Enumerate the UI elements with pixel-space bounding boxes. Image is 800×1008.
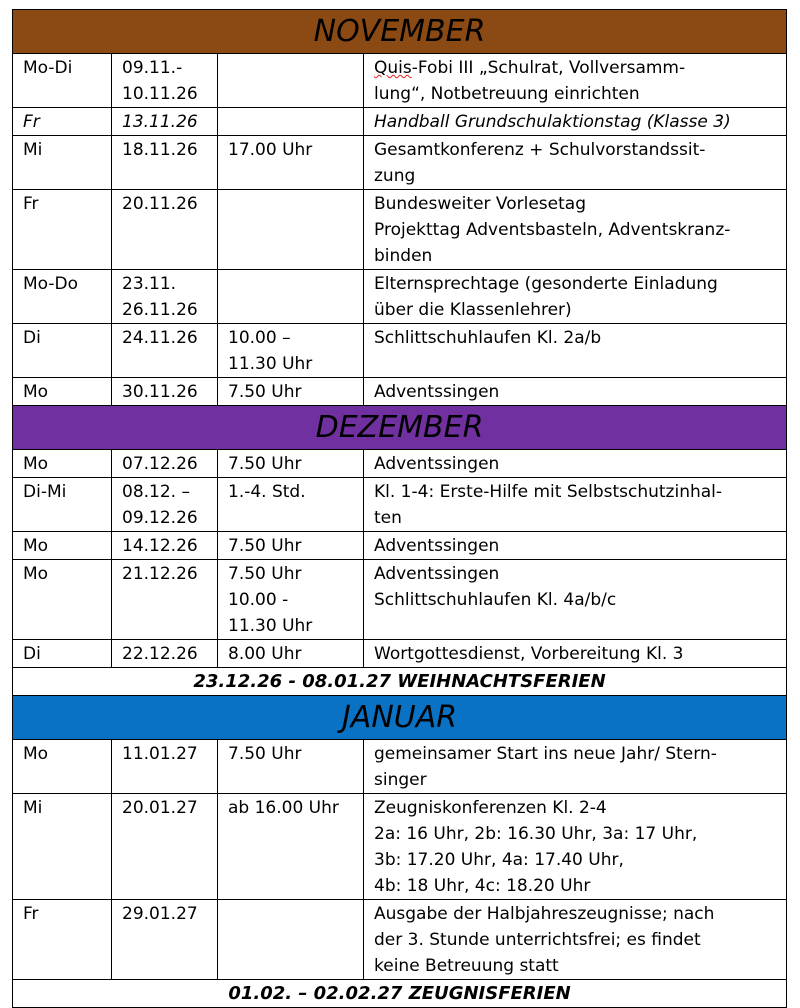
time-cell: [218, 900, 364, 980]
event-cell: Schlittschuhlaufen Kl. 2a/b: [364, 324, 787, 378]
calendar-table: [12, 9, 787, 1008]
holiday-row: [13, 980, 787, 1008]
table-row: [13, 190, 787, 270]
day-cell: Mi: [13, 794, 112, 900]
time-cell: 17.00 Uhr: [218, 136, 364, 190]
date-cell: 29.01.27: [112, 900, 218, 980]
date-cell: 20.11.26: [112, 190, 218, 270]
table-row: [13, 378, 787, 406]
month-header: DEZEMBER: [13, 406, 787, 450]
time-cell: ab 16.00 Uhr: [218, 794, 364, 900]
event-cell: Elternsprechtage (gesonderte Einladung über die Klassenlehrer): [364, 270, 787, 324]
table-row: [13, 560, 787, 640]
table-row: [13, 532, 787, 560]
date-cell: 09.11.- 10.11.26: [112, 54, 218, 108]
calendar-document: [12, 9, 786, 1008]
event-cell: Bundesweiter Vorlesetag Projekttag Adventsbasteln, Adventskranz- binden: [364, 190, 787, 270]
table-row: [13, 478, 787, 532]
table-row: [13, 740, 787, 794]
table-row: [13, 450, 787, 478]
time-cell: [218, 270, 364, 324]
day-cell: Fr: [13, 190, 112, 270]
date-cell: 22.12.26: [112, 640, 218, 668]
day-cell: Mo-Do: [13, 270, 112, 324]
day-cell: Mo-Di: [13, 54, 112, 108]
date-cell: 24.11.26: [112, 324, 218, 378]
event-cell: Adventssingen: [364, 378, 787, 406]
holiday-banner: 01.02. – 02.02.27 ZEUGNISFERIEN: [13, 980, 787, 1008]
table-row: [13, 136, 787, 190]
event-cell: Kl. 1-4: Erste-Hilfe mit Selbstschutzinhal- ten: [364, 478, 787, 532]
date-cell: 20.01.27: [112, 794, 218, 900]
month-header-row: [13, 696, 787, 740]
time-cell: 7.50 Uhr: [218, 450, 364, 478]
day-cell: Mo: [13, 450, 112, 478]
time-cell: 7.50 Uhr: [218, 532, 364, 560]
time-cell: 7.50 Uhr: [218, 378, 364, 406]
event-cell: Wortgottesdienst, Vorbereitung Kl. 3: [364, 640, 787, 668]
day-cell: Di: [13, 640, 112, 668]
event-cell: Zeugniskonferenzen Kl. 2-4 2a: 16 Uhr, 2b: 16.30 Uhr, 3a: 17 Uhr, 3b: 17.20 Uhr, 4a: 17.40 Uhr, 4b: 18 Uhr, 4c: 18.20 Uhr: [364, 794, 787, 900]
date-cell: 23.11. 26.11.26: [112, 270, 218, 324]
table-row: [13, 900, 787, 980]
day-cell: Fr: [13, 108, 112, 136]
day-cell: Mi: [13, 136, 112, 190]
holiday-banner: 23.12.26 - 08.01.27 WEIHNACHTSFERIEN: [13, 668, 787, 696]
time-cell: [218, 108, 364, 136]
event-cell: Gesamtkonferenz + Schulvorstandssit- zung: [364, 136, 787, 190]
table-row: [13, 324, 787, 378]
time-cell: [218, 54, 364, 108]
date-cell: 07.12.26: [112, 450, 218, 478]
month-header: NOVEMBER: [13, 10, 787, 54]
table-row: [13, 794, 787, 900]
day-cell: Mo: [13, 740, 112, 794]
event-cell: Adventssingen Schlittschuhlaufen Kl. 4a/b/c: [364, 560, 787, 640]
table-row: [13, 270, 787, 324]
table-row: [13, 54, 787, 108]
time-cell: 7.50 Uhr: [218, 740, 364, 794]
event-cell: Handball Grundschulaktionstag (Klasse 3): [364, 108, 787, 136]
day-cell: Mo: [13, 532, 112, 560]
table-row: [13, 640, 787, 668]
date-cell: 30.11.26: [112, 378, 218, 406]
date-cell: 21.12.26: [112, 560, 218, 640]
day-cell: Di-Mi: [13, 478, 112, 532]
month-header-row: [13, 406, 787, 450]
event-cell: Adventssingen: [364, 532, 787, 560]
day-cell: Fr: [13, 900, 112, 980]
month-header: JANUAR: [13, 696, 787, 740]
time-cell: 8.00 Uhr: [218, 640, 364, 668]
date-cell: 13.11.26: [112, 108, 218, 136]
event-cell: [364, 54, 787, 108]
date-cell: 08.12. – 09.12.26: [112, 478, 218, 532]
month-header-row: [13, 10, 787, 54]
day-cell: Mo: [13, 560, 112, 640]
date-cell: 18.11.26: [112, 136, 218, 190]
date-cell: 11.01.27: [112, 740, 218, 794]
event-cell: Ausgabe der Halbjahreszeugnisse; nach der 3. Stunde unterrichtsfrei; es findet keine Betreuung statt: [364, 900, 787, 980]
time-cell: 7.50 Uhr 10.00 - 11.30 Uhr: [218, 560, 364, 640]
date-cell: 14.12.26: [112, 532, 218, 560]
table-row: [13, 108, 787, 136]
event-cell: gemeinsamer Start ins neue Jahr/ Stern- singer: [364, 740, 787, 794]
event-text: -Fobi III „Schulrat, Vollversamm- lung“, Notbetreuung einrichten: [374, 58, 686, 104]
time-cell: [218, 190, 364, 270]
time-cell: 1.-4. Std.: [218, 478, 364, 532]
holiday-row: [13, 668, 787, 696]
day-cell: Mo: [13, 378, 112, 406]
event-lead-text: Quis: [374, 58, 412, 78]
event-cell: Adventssingen: [364, 450, 787, 478]
day-cell: Di: [13, 324, 112, 378]
time-cell: 10.00 – 11.30 Uhr: [218, 324, 364, 378]
